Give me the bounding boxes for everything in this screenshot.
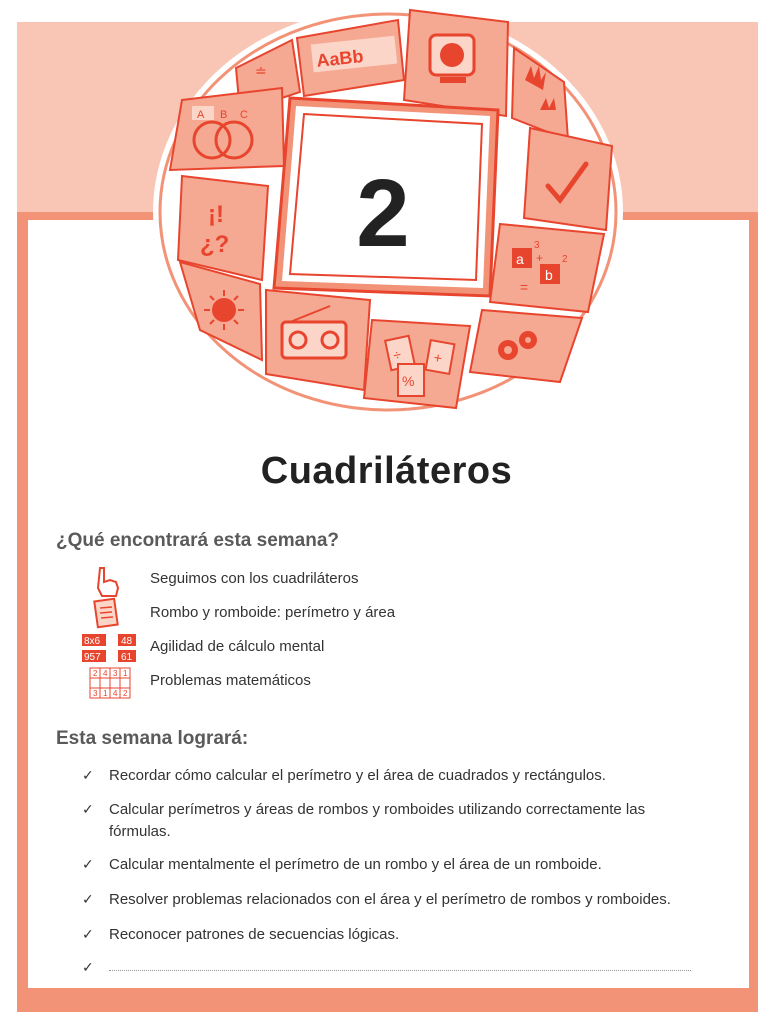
- grid-digit: 1: [123, 669, 128, 678]
- check-icon: ✓: [82, 768, 94, 784]
- algebra-a: a: [516, 251, 524, 267]
- grid-digit: 4: [103, 669, 108, 678]
- topic-label: Agilidad de cálculo mental: [150, 638, 325, 655]
- topic-label: Problemas matemáticos: [150, 672, 311, 689]
- card-divide: ÷: [391, 346, 403, 364]
- venn-label-c: C: [240, 109, 248, 121]
- unit-number: 2: [356, 160, 410, 267]
- grid-digit: 3: [93, 689, 98, 698]
- algebra-exp-3: 3: [534, 240, 540, 251]
- tile-gears-icon: [470, 310, 582, 382]
- tile-venn-icon: [170, 88, 284, 170]
- check-icon: ✓: [82, 927, 94, 943]
- goal-text: Reconocer patrones de secuencias lógicas.: [109, 926, 400, 943]
- goals-heading: Esta semana logrará:: [56, 728, 249, 749]
- tile-cards-icon: [364, 320, 470, 408]
- page-title: Cuadriláteros: [260, 450, 513, 492]
- algebra-plus: +: [536, 251, 544, 265]
- mental-math-expr-1: 8x6: [84, 636, 101, 647]
- goal-text: Calcular perímetros y áreas de rombos y romboides utilizando correctamente las fórmulas.: [109, 801, 646, 840]
- topic-item: [86, 564, 686, 596]
- tile-checkmark-icon: [524, 128, 612, 230]
- topic-item: [86, 598, 686, 630]
- week-content-heading: ¿Qué encontrará esta semana?: [56, 530, 339, 551]
- algebra-equals: =: [520, 279, 529, 295]
- cover-sphere-illustration: [0, 0, 773, 420]
- check-icon: ✓: [82, 892, 94, 908]
- goal-text: Recordar cómo calcular el perímetro y el área de cuadrados y rectángulos.: [109, 767, 606, 784]
- topic-item: [86, 666, 686, 698]
- blank-answer-line: [109, 970, 691, 971]
- tile-algebra-icon: [490, 224, 604, 312]
- question-text: ¿?: [200, 231, 230, 258]
- topic-label: Rombo y romboide: perímetro y área: [150, 604, 396, 621]
- check-icon: ✓: [82, 802, 94, 818]
- grid-digit: 2: [123, 689, 128, 698]
- exclamation-text: ¡!: [208, 201, 224, 228]
- goal-text: Resolver problemas relacionados con el área y el perímetro de rombos y romboides.: [109, 891, 671, 908]
- mental-math-result-2: 61: [121, 652, 133, 663]
- grid-digit: 3: [113, 669, 118, 678]
- algebra-exp-2: 2: [562, 254, 568, 265]
- unit-number-frame: [274, 98, 498, 296]
- aabb-text: AaBb: [315, 46, 365, 71]
- card-plus: +: [432, 349, 444, 367]
- topic-label: Seguimos con los cuadriláteros: [150, 570, 359, 587]
- grid-digit: 4: [113, 689, 118, 698]
- algebra-b: b: [545, 267, 553, 283]
- pointing-hand-icon: [86, 564, 126, 598]
- grid-digit: 2: [93, 669, 98, 678]
- goal-text: Calcular mentalmente el perímetro de un rombo y el área de un romboide.: [109, 856, 602, 873]
- grid-digit: 1: [103, 689, 108, 698]
- mental-math-result-1: 48: [121, 636, 133, 647]
- tile-radio-icon: [266, 290, 370, 390]
- topic-item: [86, 632, 686, 664]
- tile-monitor-icon: [404, 10, 508, 116]
- mental-math-expr-2: 957: [84, 652, 101, 663]
- svg-text:≐: ≐: [255, 64, 267, 80]
- venn-label-a: A: [197, 109, 205, 121]
- card-percent: %: [402, 373, 415, 389]
- check-icon: ✓: [82, 857, 94, 873]
- number-grid-icon: [86, 666, 134, 700]
- document-icon: [86, 598, 126, 632]
- mental-math-icon: [86, 632, 142, 666]
- venn-label-b: B: [220, 109, 228, 121]
- bottom-band: [17, 994, 758, 1012]
- check-icon: ✓: [82, 960, 94, 976]
